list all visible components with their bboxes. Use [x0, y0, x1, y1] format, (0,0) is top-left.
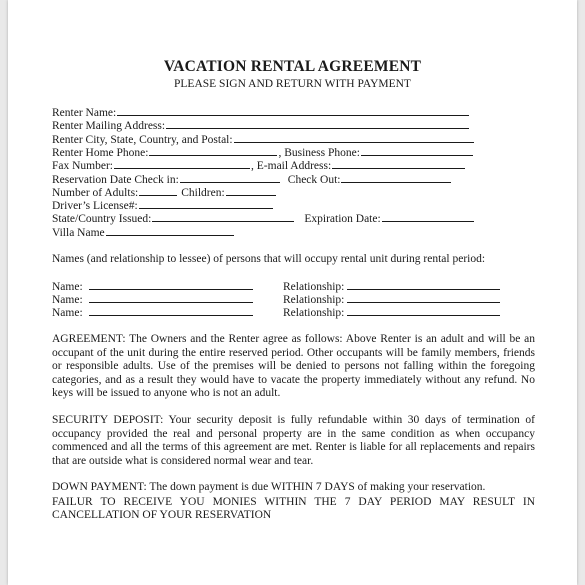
- drivers-license-label: Driver’s License#:: [52, 200, 138, 212]
- occupant-relationship-label: Relationship:: [283, 307, 345, 319]
- document-page: [8, 0, 577, 585]
- villa-name-row: [52, 225, 235, 240]
- agreement-clause: AGREEMENT: The Owners and the Renter agree as follows: Above Renter is an adult and will be an occupant of the unit during the entire reserved period. Other occupants will be family members, friends or responsible adults. Use of the premises will be denied to persons not falling within the foregoing categories, and as a result they would have to vacate the property immediately without any refund. No keys will be issued to anyone who is not an adult.: [52, 333, 535, 400]
- number-of-adults-label: Number of Adults:: [52, 187, 139, 199]
- document-subtitle: PLEASE SIGN AND RETURN WITH PAYMENT: [174, 78, 411, 90]
- occupant-row-3: [52, 305, 345, 320]
- state-country-issued-field[interactable]: [152, 211, 294, 222]
- occupant-relationship-field[interactable]: [347, 279, 500, 290]
- renter-city-label: Renter City, State, Country, and Postal:: [52, 134, 233, 146]
- children-label: Children:: [181, 187, 225, 199]
- renter-city-field[interactable]: [234, 132, 474, 143]
- renter-name-field[interactable]: [117, 105, 469, 116]
- occupant-name-field[interactable]: [89, 279, 253, 290]
- occupant-relationship-label: Relationship:: [283, 281, 345, 293]
- occupant-name-field[interactable]: [89, 305, 253, 316]
- check-in-label: Reservation Date Check in:: [52, 174, 179, 186]
- occupant-relationship-label: Relationship:: [283, 294, 345, 306]
- check-in-field[interactable]: [180, 172, 280, 183]
- document-title: VACATION RENTAL AGREEMENT: [163, 58, 422, 75]
- occupant-name-label: Name:: [52, 307, 83, 319]
- renter-home-phone-field[interactable]: [149, 145, 277, 156]
- occupant-relationship-field[interactable]: [347, 292, 500, 303]
- state-expiration-row: [52, 211, 475, 226]
- email-address-field[interactable]: [332, 158, 465, 169]
- occupant-relationship-field[interactable]: [347, 305, 500, 316]
- business-phone-field[interactable]: [361, 145, 473, 156]
- email-address-label: , E-mail Address:: [251, 160, 332, 172]
- expiration-date-field[interactable]: [382, 211, 474, 222]
- villa-name-label: Villa Name: [52, 227, 105, 239]
- occupant-name-label: Name:: [52, 294, 83, 306]
- security-deposit-clause: SECURITY DEPOSIT: Your security deposit is fully refundable within 30 days of termination of occupancy provided the real and personal property are in the same condition as when occupancy commenced and all the terms of this agreement are met. Renter is liable for all replacements and repairs that are outside what is considered normal wear and tear.: [52, 414, 535, 467]
- renter-home-phone-label: Renter Home Phone:: [52, 147, 149, 159]
- occupant-name-label: Name:: [52, 281, 83, 293]
- renter-name-label: Renter Name:: [52, 107, 117, 119]
- check-out-label: Check Out:: [287, 174, 341, 186]
- drivers-license-field[interactable]: [139, 198, 273, 209]
- occupants-intro: Names (and relationship to lessee) of persons that will occupy rental unit during rental period:: [52, 253, 486, 265]
- renter-mailing-address-label: Renter Mailing Address:: [52, 120, 166, 132]
- down-payment-clause: [52, 481, 535, 523]
- check-out-field[interactable]: [341, 172, 451, 183]
- villa-name-field[interactable]: [106, 225, 234, 236]
- occupant-relationship-group: [283, 305, 501, 320]
- renter-mailing-address-field[interactable]: [166, 118, 469, 129]
- down-payment-warning: FAILUR TO RECEIVE YOU MONIES WITHIN THE 7 DAY PERIOD MAY RESULT IN CANCELLATION OF YOUR RESERVATION: [52, 495, 535, 522]
- down-payment-line: DOWN PAYMENT: The down payment is due WITHIN 7 DAYS of making your reservation.: [52, 481, 486, 493]
- renter-mailing-address-row: [52, 118, 470, 133]
- number-of-adults-field[interactable]: [139, 185, 177, 196]
- expiration-date-label: Expiration Date:: [304, 213, 381, 225]
- fax-email-row: [52, 158, 466, 173]
- fax-number-field[interactable]: [114, 158, 250, 169]
- fax-number-label: Fax Number:: [52, 160, 114, 172]
- occupant-name-field[interactable]: [89, 292, 253, 303]
- state-country-issued-label: State/Country Issued:: [52, 213, 152, 225]
- business-phone-label: , Business Phone:: [278, 147, 360, 159]
- children-field[interactable]: [226, 185, 276, 196]
